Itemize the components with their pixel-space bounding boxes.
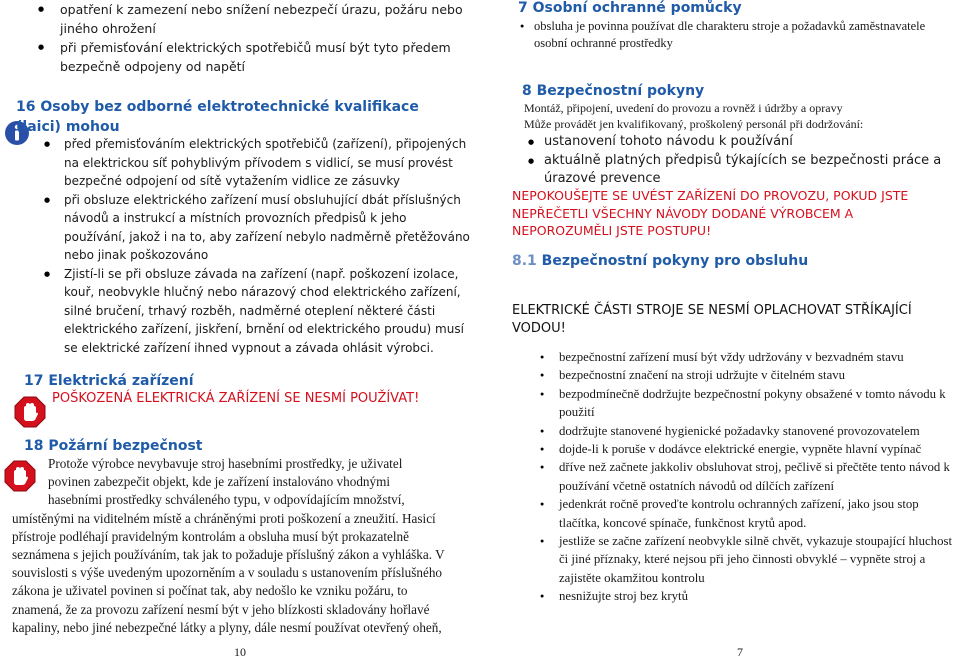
list-item: ● dříve než začnete jakkoliv obsluhovat stroj, pečlivě si přečtěte tento návod k používání včetně ostatních návodů od dílčích zařízení <box>540 458 960 495</box>
section-8-list <box>528 133 958 189</box>
body-line: povinen zabezpečit objekt, kde je zařízení instalováno vhodnými <box>48 474 391 490</box>
list-item: ● bezpečnostní zařízení musí být vždy udržovány v bezvadném stavu <box>540 348 960 366</box>
list-item: ● aktuálně platných předpisů týkajících se bezpečnosti práce a úrazové prevence <box>528 152 958 189</box>
stop-hand-icon <box>14 396 46 428</box>
page-number: 7 <box>737 645 743 659</box>
section-8-warning: NEPOKOUŠEJTE SE UVÉST ZAŘÍZENÍ DO PROVOZU, POKUD JSTE NEPŘEČETLI VŠECHNY NÁVODY DODANÉ VÝROBCEM A NEPOROZUMĚLI JSTE POSTUPU! <box>512 188 909 238</box>
section-7-title: 7 Osobní ochranné pomůcky <box>518 0 742 16</box>
section-8-1-title <box>512 253 808 269</box>
section-17-warning: POŠKOZENÁ ELEKTRICKÁ ZAŘÍZENÍ SE NESMÍ POUŽÍVAT! <box>52 391 420 406</box>
list-item: ● při přemisťování elektrických spotřebičů musí být tyto předem bezpečně odpojeny od napětí <box>8 38 468 76</box>
intro-line: Může provádět jen kvalifikovaný, proškolený personál při dodržování: <box>524 117 864 131</box>
intro-line: Montáž, připojení, uvedení do provozu a rovněž i údržby a opravy <box>524 101 843 115</box>
list-item: ● jestliže se začne zařízení neobvykle silně chvět, vykazuje stoupající hluchost či jiné příznaky, které nejsou při jeho činnosti obvyklé – vypněte stroj a zajistěte okamžitou kontrolu <box>540 532 960 587</box>
section-7-list <box>520 18 950 52</box>
section-title-text: Bezpečnostní pokyny pro obsluhu <box>536 253 809 269</box>
body-paragraph: umístěnými na viditelném místě a chráněnými proti poškození a zneužití. Hasicí přístroje podléhají pravidelným kontrolám a obsluha musí být prokazatelně seznámena s jejich používáním, tak jak to požaduje příslušný zákon a vyhláška. V souvislosti s výše uvedeným upozorněním a v souladu s ustanovením příslušného zákona je uživatel povinen si počínat tak, aby nedošlo ke vzniku požáru, to znamená, že za provozu zařízení nesmí být v jeho blízkosti skladovány hořlavé kapaliny, nebo jiné nebezpečné látky a plyny, dále nesmí používat otevřený oheň, <box>12 510 445 635</box>
list-item: ● dodržujte stanovené hygienické požadavky stanovené provozovatelem <box>540 422 960 440</box>
top-list <box>8 0 468 76</box>
section-8-1-list <box>540 348 960 606</box>
list-item: ● dojde-li k poruše v dodávce elektrické energie, vypněte hlavní vypínač <box>540 440 960 458</box>
section-8-1-lead: ELEKTRICKÉ ČÁSTI STROJE SE NESMÍ OPLACHOVAT STŘÍKAJÍCÍ VODOU! <box>512 303 912 336</box>
section-18-body <box>12 455 460 637</box>
list-item: ● opatření k zamezení nebo snížení nebezpečí úrazu, požáru nebo jiného ohrožení <box>8 0 468 38</box>
list-item: ● před přemisťováním elektrických spotřebičů (zařízení), připojených na elektrickou síť pohyblivým přívodem s vidlicí, se musí provést bezpečné odpojení od sítě vytažením vidlice ze zásuvky <box>40 135 470 191</box>
section-16-title: 16 Osoby bez odborné elektrotechnické kvalifikace (laici) mohou <box>16 99 419 135</box>
list-item: ● nesnižujte stroj bez krytů <box>540 587 960 605</box>
body-line: hasebními prostředky schváleného typu, v odpovídajícím množství, <box>48 492 405 508</box>
list-item: ● ustanovení tohoto návodu k používání <box>528 133 958 152</box>
section-8-title: 8 Bezpečnostní pokyny <box>522 83 705 99</box>
section-8-intro <box>524 100 954 132</box>
list-item: ● bezpodmínečně dodržujte bezpečnostní pokyny obsažené v tomto návodu k použití <box>540 385 960 422</box>
section-17-title: 17 Elektrická zařízení <box>24 373 194 389</box>
list-item: ● při obsluze elektrického zařízení musí obsluhující dbát příslušných návodů a instrukcí a místních provozních předpisů k jeho používání, jakož i na to, aby zařízení nebylo nadměrně přetěžováno nebo jinak poškozováno <box>40 191 470 265</box>
page-number: 10 <box>234 645 246 659</box>
list-item: ● obsluha je povinna používat dle charakteru stroje a požadavků zaměstnavatele osobní ochranné prostředky <box>520 18 950 52</box>
section-18-title: 18 Požární bezpečnost <box>24 438 203 454</box>
section-16-list <box>40 135 470 357</box>
section-number: 8.1 <box>512 253 537 269</box>
body-line: Protože výrobce nevybavuje stroj hasebními prostředky, je uživatel <box>48 456 403 471</box>
list-item: ● Zjistí-li se při obsluze závada na zařízení (např. poškození izolace, kouř, neobvykle hlučný nebo nárazový chod elektrického zařízení, silné bručení, trhavý rozběh, nadměrné oteplení některé části elektrického zařízení, jiskření, brnění od elektrického proudu) musí se elektrické zařízení ihned vypnout a závada ohlásit výrobci. <box>40 265 470 358</box>
list-item: ● jedenkrát ročně proveďte kontrolu ochranných zařízení, jako jsou stop tlačítka, koncové spínače, funkčnost krytů apod. <box>540 495 960 532</box>
list-item: ● bezpečnostní značení na stroji udržujte v čitelném stavu <box>540 366 960 384</box>
